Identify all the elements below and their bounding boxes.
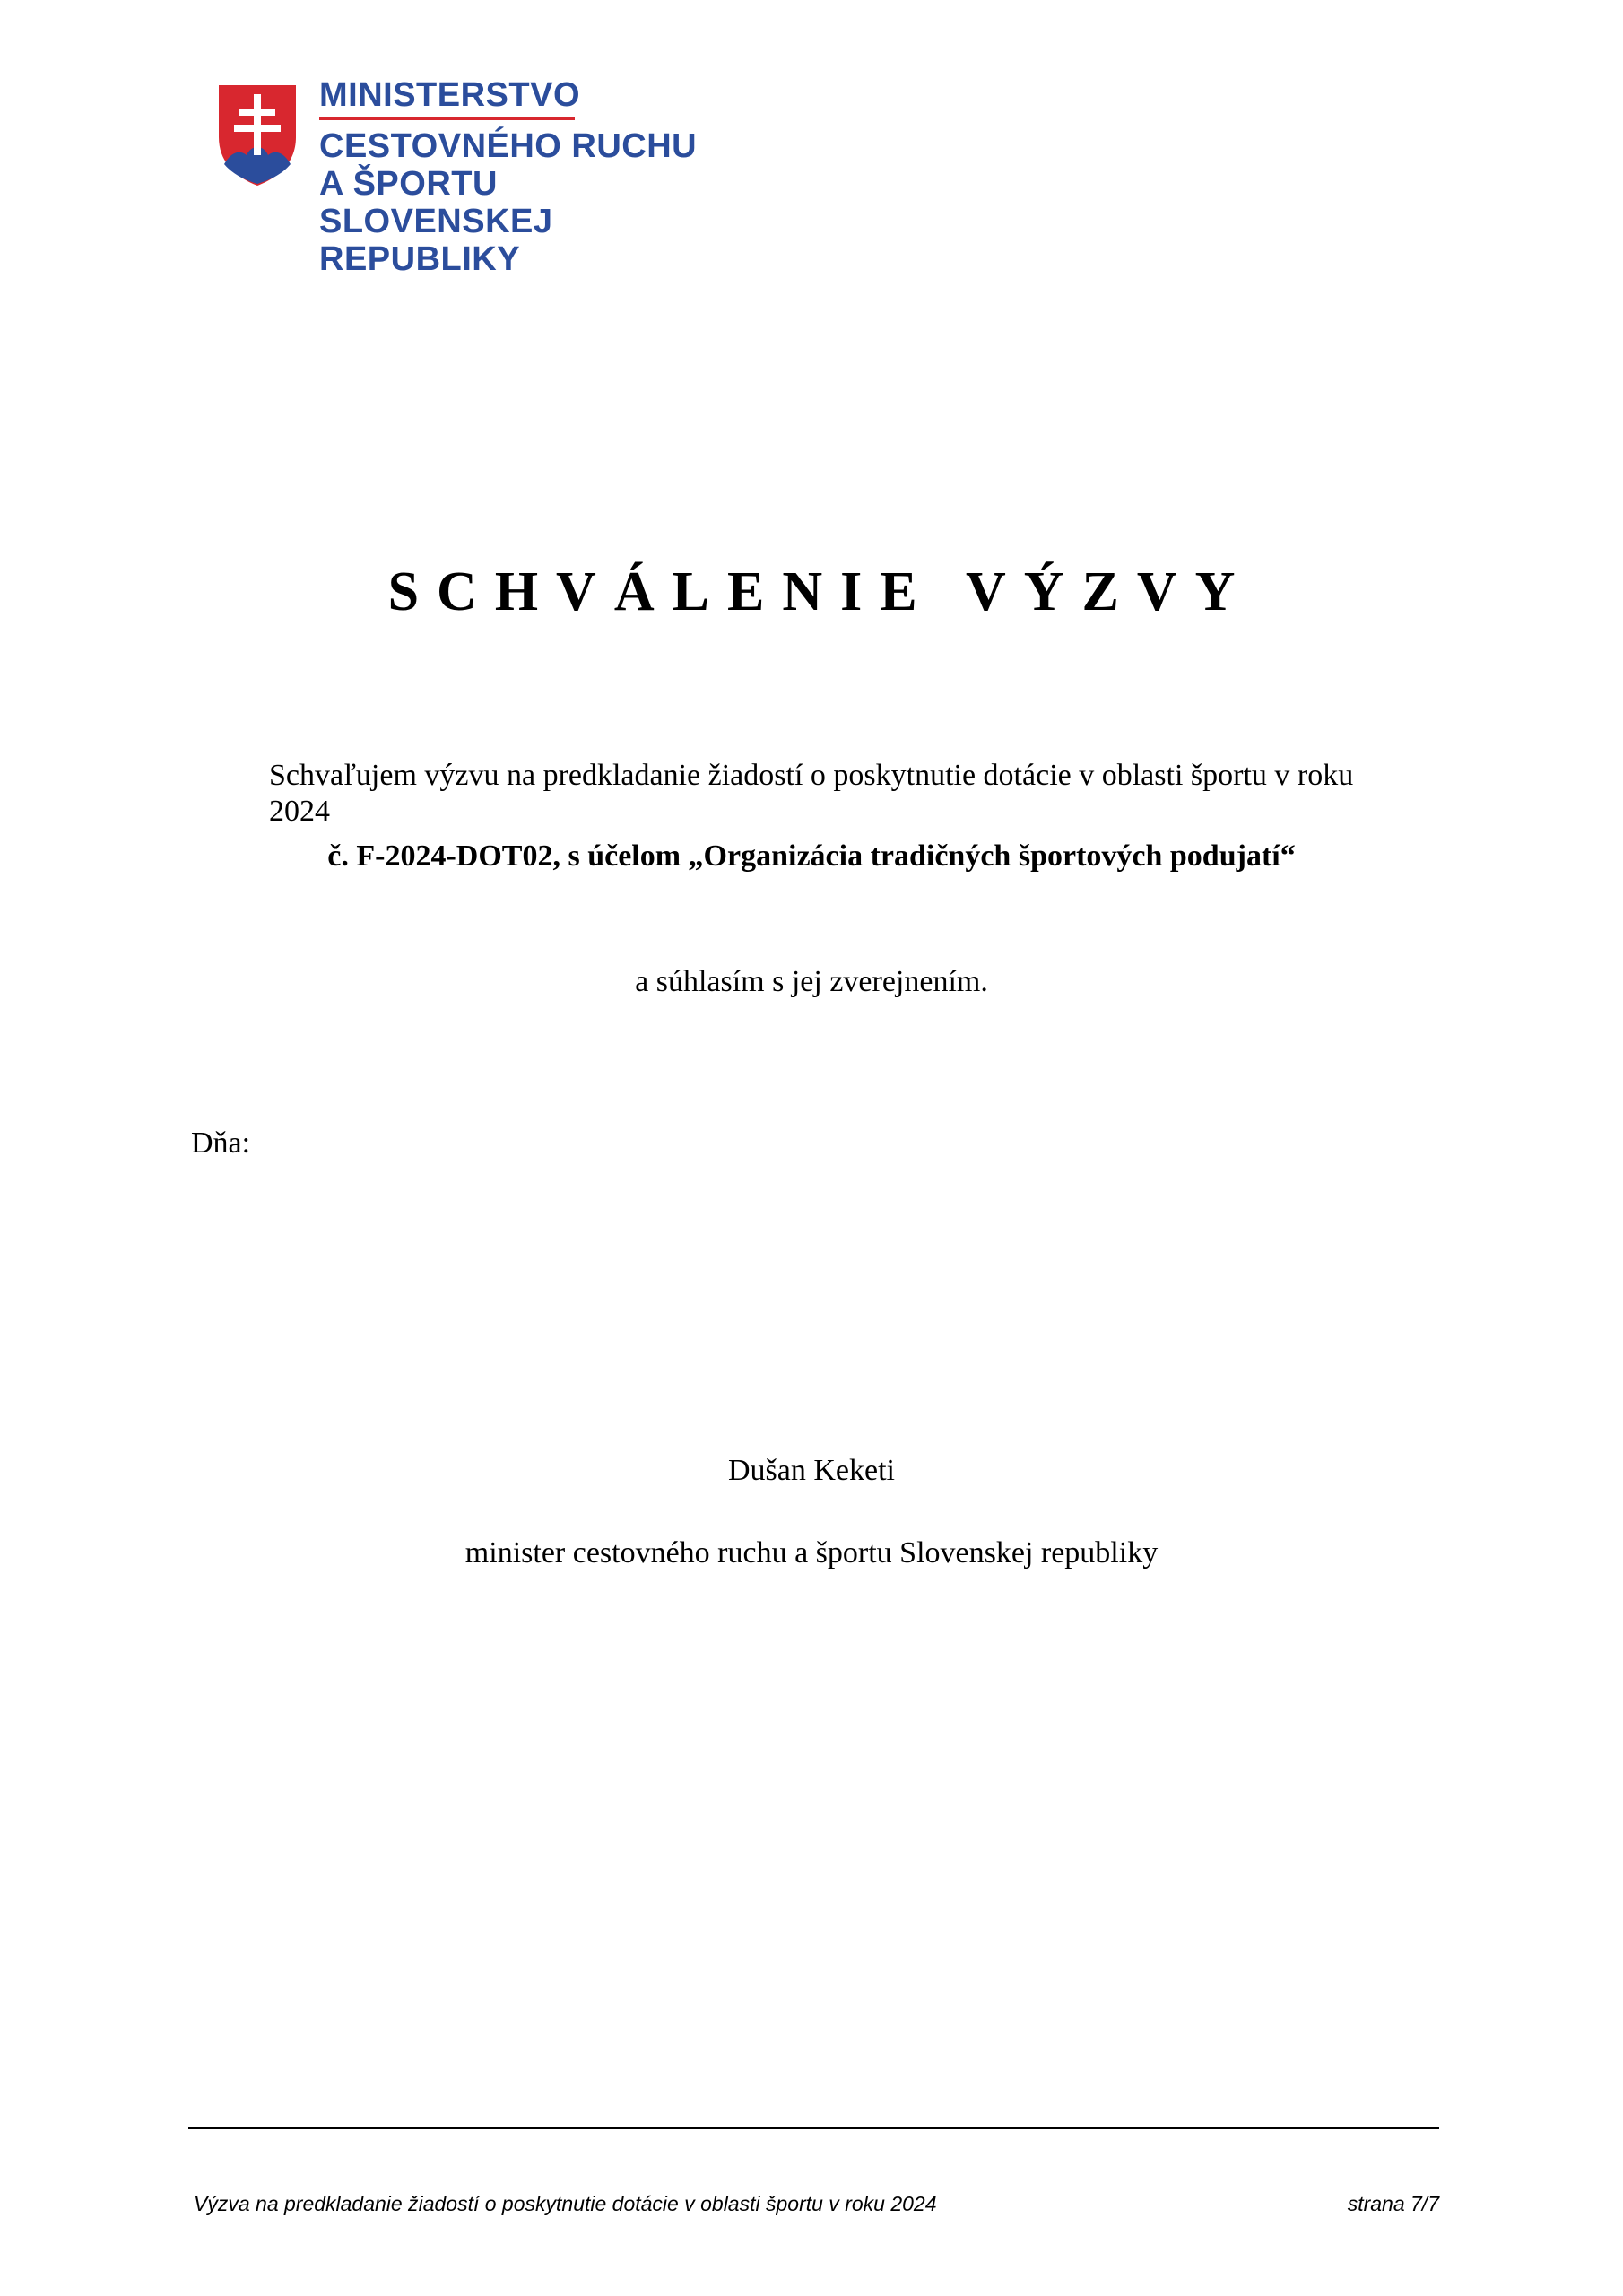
- date-label: Dňa:: [191, 1126, 251, 1160]
- logo-line-3: A ŠPORTU: [319, 165, 498, 203]
- signer-title: minister cestovného ruchu a športu Slovenskej republiky: [464, 1536, 1159, 1570]
- logo-line-2: CESTOVNÉHO RUCHU: [319, 127, 698, 165]
- coat-of-arms-icon: [215, 82, 299, 187]
- ministry-logo: [215, 76, 735, 278]
- approval-paragraph-2: č. F-2024-DOT02, s účelom „Organizácia tradičných športových podujatí“: [327, 839, 1296, 873]
- approval-paragraph-3: a súhlasím s jej zverejnením.: [635, 965, 988, 998]
- footer-divider: [188, 2127, 1439, 2129]
- footer-page-number: strana 7/7: [1347, 2192, 1439, 2215]
- logo-line-1: MINISTERSTVO: [319, 76, 575, 120]
- ministry-name: [319, 76, 735, 278]
- signer-name: Dušan Keketi: [727, 1454, 895, 1487]
- logo-line-4: SLOVENSKEJ REPUBLIKY: [319, 203, 553, 278]
- footer-document-title: Výzva na predkladanie žiadostí o poskytnutie dotácie v oblasti športu v roku 2024: [194, 2192, 937, 2215]
- approval-paragraph-1: Schvaľujem výzvu na predkladanie žiadostí o poskytnutie dotácie v oblasti športu v roku 2024: [269, 759, 1354, 828]
- document-heading: SCHVÁLENIE VÝZVY: [387, 561, 1254, 622]
